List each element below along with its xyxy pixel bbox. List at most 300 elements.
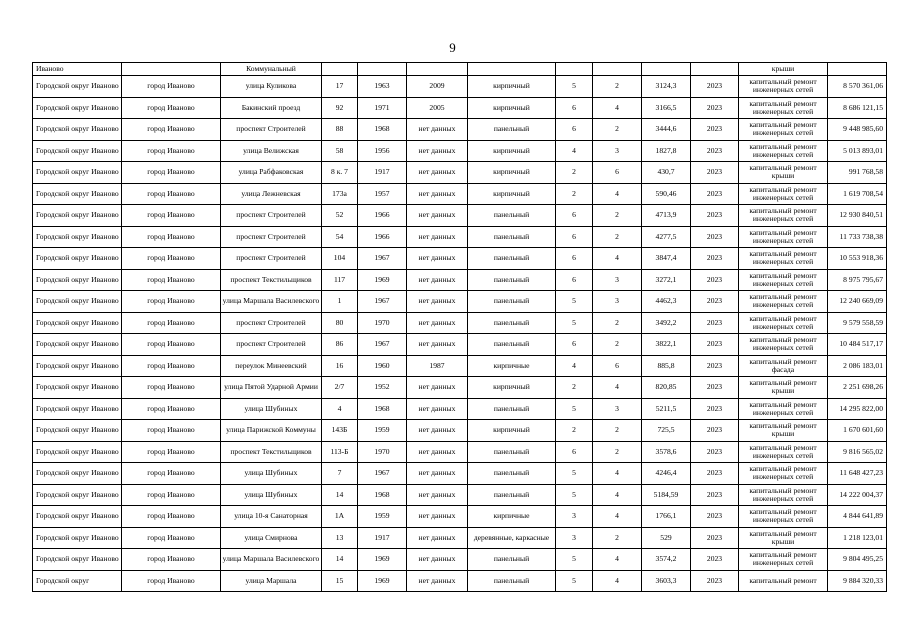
cell-renovation-year: нет данных (407, 312, 468, 334)
cell-work-type: капитальный ремонт крыши (739, 527, 828, 549)
table-row (33, 226, 887, 248)
cell-wall-material: панельный (468, 248, 556, 270)
cell-area: 4277,5 (642, 226, 691, 248)
cell-area: 3124,3 (642, 76, 691, 98)
cell-municipality: Городской округ Иваново (33, 97, 122, 119)
cell-street: проспект Текстильщиков (221, 269, 322, 291)
cell-cost: 10 484 517,17 (828, 334, 887, 356)
cell-renovation-year: нет данных (407, 162, 468, 184)
cell-plan-year: 2023 (691, 312, 739, 334)
cell-street: Бакинский проезд (221, 97, 322, 119)
cell-area: 3272,1 (642, 269, 691, 291)
cell-settlement: город Иваново (122, 119, 221, 141)
cell-house-number: 1 (322, 291, 358, 313)
cell-build-year: 1969 (358, 570, 407, 592)
cell-build-year: 1967 (358, 291, 407, 313)
cell-plan-year: 2023 (691, 377, 739, 399)
cell-entrances: 2 (593, 205, 642, 227)
cell-entrances: 4 (593, 97, 642, 119)
cell-entrances: 4 (593, 183, 642, 205)
cell-plan-year: 2023 (691, 226, 739, 248)
cell-settlement: город Иваново (122, 549, 221, 571)
cell-work-type: капитальный ремонт инженерных сетей (739, 463, 828, 485)
cell-cost: 991 768,58 (828, 162, 887, 184)
cell-build-year: 1968 (358, 484, 407, 506)
cell-plan-year: 2023 (691, 527, 739, 549)
table-row (33, 76, 887, 98)
cell-wall-material: панельный (468, 119, 556, 141)
cell-cost: 11 648 427,23 (828, 463, 887, 485)
cell-floors: 4 (556, 140, 593, 162)
cell-house-number: 173а (322, 183, 358, 205)
cell-entrances: 2 (593, 226, 642, 248)
cell-entrances: 3 (593, 291, 642, 313)
cell-work-type: капитальный ремонт крыши (739, 162, 828, 184)
cell-cost: 2 086 183,01 (828, 355, 887, 377)
cell-wall-material: панельный (468, 312, 556, 334)
cell-street: улица Шубиных (221, 463, 322, 485)
cell-wall-material: кирпичный (468, 97, 556, 119)
cell-area: 4246,4 (642, 463, 691, 485)
cell-settlement: город Иваново (122, 527, 221, 549)
cell-settlement (122, 63, 221, 76)
cell-settlement: город Иваново (122, 570, 221, 592)
cell-cost (828, 63, 887, 76)
cell-street: улица Маршала Василевского (221, 549, 322, 571)
cell-plan-year: 2023 (691, 420, 739, 442)
cell-house-number: 86 (322, 334, 358, 356)
cell-wall-material: деревянные, каркасные (468, 527, 556, 549)
table-row (33, 420, 887, 442)
cell-municipality: Городской округ Иваново (33, 226, 122, 248)
cell-build-year: 1960 (358, 355, 407, 377)
cell-area: 1766,1 (642, 506, 691, 528)
cell-plan-year (691, 63, 739, 76)
cell-street: Коммунальный (221, 63, 322, 76)
cell-renovation-year: нет данных (407, 484, 468, 506)
table-row (33, 463, 887, 485)
cell-plan-year: 2023 (691, 441, 739, 463)
cell-cost: 12 930 840,51 (828, 205, 887, 227)
cell-house-number: 7 (322, 463, 358, 485)
cell-area: 3492,2 (642, 312, 691, 334)
cell-settlement: город Иваново (122, 162, 221, 184)
cell-work-type: капитальный ремонт инженерных сетей (739, 97, 828, 119)
cell-wall-material: панельный (468, 549, 556, 571)
cell-entrances: 4 (593, 549, 642, 571)
cell-wall-material (468, 63, 556, 76)
cell-cost: 11 733 738,38 (828, 226, 887, 248)
cell-renovation-year: нет данных (407, 441, 468, 463)
cell-cost: 12 240 669,09 (828, 291, 887, 313)
cell-house-number: 14 (322, 484, 358, 506)
cell-cost: 2 251 698,26 (828, 377, 887, 399)
cell-build-year: 1969 (358, 269, 407, 291)
cell-renovation-year: нет данных (407, 549, 468, 571)
cell-house-number: 1А (322, 506, 358, 528)
cell-house-number: 143Б (322, 420, 358, 442)
cell-floors: 5 (556, 463, 593, 485)
cell-wall-material: панельный (468, 463, 556, 485)
cell-area: 4713,9 (642, 205, 691, 227)
cell-street: улица Шубиных (221, 484, 322, 506)
cell-street: улица Лежневская (221, 183, 322, 205)
cell-street: проспект Строителей (221, 205, 322, 227)
cell-area: 430,7 (642, 162, 691, 184)
cell-house-number: 88 (322, 119, 358, 141)
cell-house-number: 58 (322, 140, 358, 162)
cell-area: 1827,8 (642, 140, 691, 162)
cell-renovation-year: нет данных (407, 248, 468, 270)
cell-plan-year: 2023 (691, 291, 739, 313)
cell-renovation-year: нет данных (407, 527, 468, 549)
cell-street: проспект Строителей (221, 248, 322, 270)
cell-work-type: крыши (739, 63, 828, 76)
cell-municipality: Городской округ Иваново (33, 463, 122, 485)
cell-floors: 5 (556, 570, 593, 592)
cell-cost: 14 222 004,37 (828, 484, 887, 506)
cell-cost: 8 686 121,15 (828, 97, 887, 119)
cell-plan-year: 2023 (691, 205, 739, 227)
cell-build-year: 1967 (358, 248, 407, 270)
cell-municipality: Городской округ Иваново (33, 377, 122, 399)
cell-floors: 2 (556, 420, 593, 442)
cell-house-number: 4 (322, 398, 358, 420)
cell-work-type: капитальный ремонт инженерных сетей (739, 119, 828, 141)
cell-work-type: капитальный ремонт (739, 570, 828, 592)
cell-entrances: 4 (593, 570, 642, 592)
cell-renovation-year: нет данных (407, 140, 468, 162)
cell-work-type: капитальный ремонт инженерных сетей (739, 183, 828, 205)
table-row (33, 355, 887, 377)
cell-settlement: город Иваново (122, 506, 221, 528)
cell-settlement: город Иваново (122, 183, 221, 205)
cell-municipality: Городской округ (33, 570, 122, 592)
cell-plan-year: 2023 (691, 484, 739, 506)
cell-build-year: 1968 (358, 119, 407, 141)
cell-street: улица Маршала (221, 570, 322, 592)
cell-settlement: город Иваново (122, 463, 221, 485)
cell-work-type: капитальный ремонт крыши (739, 420, 828, 442)
cell-floors: 3 (556, 506, 593, 528)
table-row (33, 119, 887, 141)
cell-work-type: капитальный ремонт инженерных сетей (739, 334, 828, 356)
cell-entrances: 3 (593, 269, 642, 291)
cell-entrances: 4 (593, 248, 642, 270)
cell-area: 3847,4 (642, 248, 691, 270)
cell-renovation-year: 2009 (407, 76, 468, 98)
cell-renovation-year: нет данных (407, 463, 468, 485)
cell-street: проспект Строителей (221, 119, 322, 141)
cell-renovation-year (407, 63, 468, 76)
cell-floors: 6 (556, 226, 593, 248)
table-row (33, 63, 887, 76)
cell-entrances: 6 (593, 162, 642, 184)
cell-street: проспект Строителей (221, 312, 322, 334)
cell-plan-year: 2023 (691, 119, 739, 141)
cell-cost: 9 816 565,02 (828, 441, 887, 463)
cell-build-year: 1963 (358, 76, 407, 98)
cell-build-year: 1971 (358, 97, 407, 119)
cell-area: 3822,1 (642, 334, 691, 356)
cell-renovation-year: нет данных (407, 420, 468, 442)
cell-build-year: 1957 (358, 183, 407, 205)
cell-street: проспект Строителей (221, 226, 322, 248)
cell-municipality: Городской округ Иваново (33, 355, 122, 377)
cell-entrances: 2 (593, 76, 642, 98)
cell-municipality: Городской округ Иваново (33, 76, 122, 98)
table-row (33, 312, 887, 334)
table-row (33, 334, 887, 356)
cell-entrances (593, 63, 642, 76)
cell-area: 820,85 (642, 377, 691, 399)
cell-area: 3578,6 (642, 441, 691, 463)
cell-house-number: 2/7 (322, 377, 358, 399)
cell-municipality: Городской округ Иваново (33, 248, 122, 270)
cell-renovation-year: нет данных (407, 205, 468, 227)
cell-municipality: Городской округ Иваново (33, 140, 122, 162)
cell-street: улица Маршала Василевского (221, 291, 322, 313)
cell-floors: 6 (556, 441, 593, 463)
cell-wall-material: панельный (468, 484, 556, 506)
cell-renovation-year: нет данных (407, 269, 468, 291)
cell-build-year: 1917 (358, 527, 407, 549)
cell-plan-year: 2023 (691, 334, 739, 356)
cell-floors: 6 (556, 248, 593, 270)
cell-area: 3574,2 (642, 549, 691, 571)
cell-area: 590,46 (642, 183, 691, 205)
cell-wall-material: панельный (468, 334, 556, 356)
cell-build-year: 1970 (358, 441, 407, 463)
cell-settlement: город Иваново (122, 377, 221, 399)
cell-floors: 6 (556, 269, 593, 291)
cell-settlement: город Иваново (122, 97, 221, 119)
cell-street: улица Шубиных (221, 398, 322, 420)
cell-house-number: 13 (322, 527, 358, 549)
cell-area: 885,8 (642, 355, 691, 377)
cell-work-type: капитальный ремонт инженерных сетей (739, 226, 828, 248)
cell-municipality: Городской округ Иваново (33, 484, 122, 506)
cell-cost: 9 884 320,33 (828, 570, 887, 592)
cell-entrances: 2 (593, 420, 642, 442)
cell-municipality: Городской округ Иваново (33, 291, 122, 313)
cell-renovation-year: нет данных (407, 398, 468, 420)
cell-renovation-year: 1987 (407, 355, 468, 377)
cell-floors: 6 (556, 334, 593, 356)
table-row (33, 205, 887, 227)
cell-work-type: капитальный ремонт инженерных сетей (739, 291, 828, 313)
cell-entrances: 2 (593, 119, 642, 141)
cell-wall-material: кирпичные (468, 355, 556, 377)
cell-house-number: 80 (322, 312, 358, 334)
cell-wall-material: кирпичный (468, 76, 556, 98)
cell-plan-year: 2023 (691, 140, 739, 162)
cell-street: улица Велижская (221, 140, 322, 162)
cell-build-year: 1970 (358, 312, 407, 334)
cell-plan-year: 2023 (691, 463, 739, 485)
cell-plan-year: 2023 (691, 549, 739, 571)
cell-work-type: капитальный ремонт инженерных сетей (739, 484, 828, 506)
cell-street: улица Пятой Ударной Армии (221, 377, 322, 399)
cell-work-type: капитальный ремонт инженерных сетей (739, 76, 828, 98)
cell-municipality: Городской округ Иваново (33, 162, 122, 184)
cell-work-type: капитальный ремонт инженерных сетей (739, 398, 828, 420)
cell-municipality: Иваново (33, 63, 122, 76)
cell-wall-material: кирпичный (468, 420, 556, 442)
table-row (33, 97, 887, 119)
cell-build-year: 1952 (358, 377, 407, 399)
cell-floors: 6 (556, 205, 593, 227)
cell-cost: 9 804 495,25 (828, 549, 887, 571)
cell-build-year: 1967 (358, 463, 407, 485)
cell-house-number: 117 (322, 269, 358, 291)
cell-cost: 14 295 822,00 (828, 398, 887, 420)
cell-build-year: 1917 (358, 162, 407, 184)
table-row (33, 570, 887, 592)
cell-floors (556, 63, 593, 76)
cell-floors: 4 (556, 355, 593, 377)
cell-wall-material: кирпичный (468, 377, 556, 399)
cell-settlement: город Иваново (122, 398, 221, 420)
cell-area: 529 (642, 527, 691, 549)
cell-wall-material: кирпичный (468, 183, 556, 205)
cell-cost: 1 670 601,60 (828, 420, 887, 442)
cell-plan-year: 2023 (691, 570, 739, 592)
cell-work-type: капитальный ремонт фасада (739, 355, 828, 377)
cell-settlement: город Иваново (122, 248, 221, 270)
cell-renovation-year: 2005 (407, 97, 468, 119)
cell-floors: 5 (556, 76, 593, 98)
cell-build-year: 1956 (358, 140, 407, 162)
cell-plan-year: 2023 (691, 398, 739, 420)
cell-work-type: капитальный ремонт инженерных сетей (739, 441, 828, 463)
cell-entrances: 2 (593, 527, 642, 549)
table-row (33, 162, 887, 184)
housing-table (32, 62, 887, 592)
cell-build-year: 1959 (358, 506, 407, 528)
cell-floors: 6 (556, 119, 593, 141)
cell-cost: 4 844 641,89 (828, 506, 887, 528)
table-row (33, 398, 887, 420)
cell-entrances: 2 (593, 334, 642, 356)
table-row (33, 484, 887, 506)
cell-cost: 8 570 361,06 (828, 76, 887, 98)
table-row (33, 291, 887, 313)
cell-street: переулок Минеевский (221, 355, 322, 377)
cell-house-number: 52 (322, 205, 358, 227)
cell-street: улица 10-я Санаторная (221, 506, 322, 528)
cell-plan-year: 2023 (691, 355, 739, 377)
cell-renovation-year: нет данных (407, 334, 468, 356)
cell-renovation-year: нет данных (407, 119, 468, 141)
table-row (33, 527, 887, 549)
cell-entrances: 4 (593, 377, 642, 399)
cell-floors: 5 (556, 312, 593, 334)
table-row (33, 377, 887, 399)
cell-municipality: Городской округ Иваново (33, 527, 122, 549)
table-row (33, 248, 887, 270)
cell-renovation-year: нет данных (407, 291, 468, 313)
cell-entrances: 6 (593, 355, 642, 377)
cell-wall-material: панельный (468, 291, 556, 313)
cell-work-type: капитальный ремонт инженерных сетей (739, 248, 828, 270)
cell-work-type: капитальный ремонт крыши (739, 377, 828, 399)
cell-house-number: 17 (322, 76, 358, 98)
table-row (33, 140, 887, 162)
cell-area: 3166,5 (642, 97, 691, 119)
cell-cost: 1 218 123,01 (828, 527, 887, 549)
cell-settlement: город Иваново (122, 205, 221, 227)
cell-settlement: город Иваново (122, 312, 221, 334)
cell-area: 5184,59 (642, 484, 691, 506)
cell-floors: 5 (556, 398, 593, 420)
cell-cost: 1 619 708,54 (828, 183, 887, 205)
cell-house-number: 16 (322, 355, 358, 377)
cell-house-number: 15 (322, 570, 358, 592)
cell-cost: 9 448 985,60 (828, 119, 887, 141)
cell-renovation-year: нет данных (407, 226, 468, 248)
cell-house-number: 113-Б (322, 441, 358, 463)
cell-floors: 2 (556, 162, 593, 184)
cell-wall-material: кирпичный (468, 162, 556, 184)
cell-house-number: 14 (322, 549, 358, 571)
cell-municipality: Городской округ Иваново (33, 420, 122, 442)
cell-settlement: город Иваново (122, 420, 221, 442)
cell-renovation-year: нет данных (407, 506, 468, 528)
cell-area (642, 63, 691, 76)
cell-build-year: 1966 (358, 226, 407, 248)
cell-municipality: Городской округ Иваново (33, 205, 122, 227)
cell-street: улица Рабфаковская (221, 162, 322, 184)
cell-settlement: город Иваново (122, 269, 221, 291)
cell-renovation-year: нет данных (407, 570, 468, 592)
cell-work-type: капитальный ремонт инженерных сетей (739, 312, 828, 334)
cell-house-number: 92 (322, 97, 358, 119)
cell-settlement: город Иваново (122, 355, 221, 377)
cell-work-type: капитальный ремонт инженерных сетей (739, 269, 828, 291)
cell-settlement: город Иваново (122, 334, 221, 356)
table-row (33, 183, 887, 205)
cell-work-type: капитальный ремонт инженерных сетей (739, 549, 828, 571)
cell-build-year: 1968 (358, 398, 407, 420)
cell-floors: 5 (556, 291, 593, 313)
cell-municipality: Городской округ Иваново (33, 506, 122, 528)
cell-plan-year: 2023 (691, 248, 739, 270)
cell-wall-material: кирпичные (468, 506, 556, 528)
cell-cost: 10 553 918,36 (828, 248, 887, 270)
cell-floors: 3 (556, 527, 593, 549)
cell-floors: 2 (556, 377, 593, 399)
cell-plan-year: 2023 (691, 506, 739, 528)
cell-floors: 6 (556, 97, 593, 119)
cell-plan-year: 2023 (691, 97, 739, 119)
cell-settlement: город Иваново (122, 76, 221, 98)
cell-build-year: 1959 (358, 420, 407, 442)
cell-floors: 5 (556, 549, 593, 571)
cell-cost: 5 013 893,01 (828, 140, 887, 162)
page-number: 9 (449, 40, 456, 55)
cell-wall-material: панельный (468, 570, 556, 592)
cell-entrances: 3 (593, 398, 642, 420)
cell-municipality: Городской округ Иваново (33, 334, 122, 356)
cell-renovation-year: нет данных (407, 377, 468, 399)
cell-renovation-year: нет данных (407, 183, 468, 205)
cell-entrances: 4 (593, 506, 642, 528)
cell-entrances: 2 (593, 312, 642, 334)
cell-street: проспект Текстильщиков (221, 441, 322, 463)
cell-settlement: город Иваново (122, 140, 221, 162)
cell-work-type: капитальный ремонт инженерных сетей (739, 140, 828, 162)
